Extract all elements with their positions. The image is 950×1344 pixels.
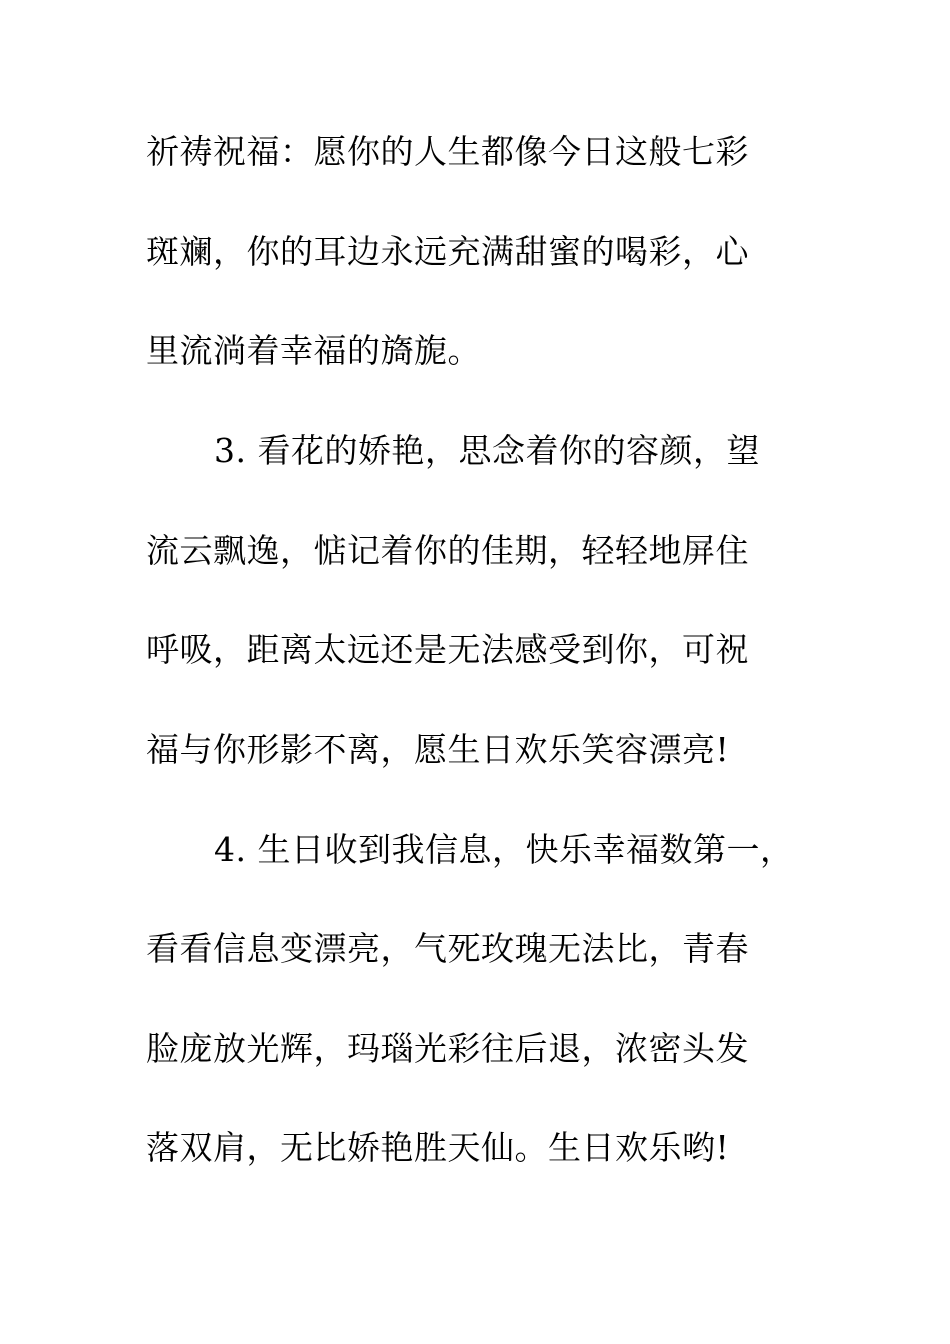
text-line-item-4: 4. 生日收到我信息，快乐幸福数第一， [214,830,794,869]
text-line-10: 脸庞放光辉，玛瑙光彩往后退，浓密头发 [146,1029,749,1068]
text-line-3: 里流淌着幸福的旖旎。 [146,331,481,370]
text-line-item-3: 3. 看花的娇艳，思念着你的容颜，望 [214,431,760,470]
text-line-1: 祈祷祝福：愿你的人生都像今日这般七彩 [146,132,749,171]
text-line-2: 斑斓，你的耳边永远充满甜蜜的喝彩，心 [146,232,749,271]
text-line-11: 落双肩，无比娇艳胜天仙。生日欢乐哟! [146,1128,730,1167]
text-line-5: 流云飘逸，惦记着你的佳期，轻轻地屏住 [146,531,749,570]
text-line-9: 看看信息变漂亮，气死玫瑰无法比，青春 [146,929,749,968]
text-line-7: 福与你形影不离，愿生日欢乐笑容漂亮! [146,730,730,769]
text-line-6: 呼吸，距离太远还是无法感受到你，可祝 [146,630,749,669]
